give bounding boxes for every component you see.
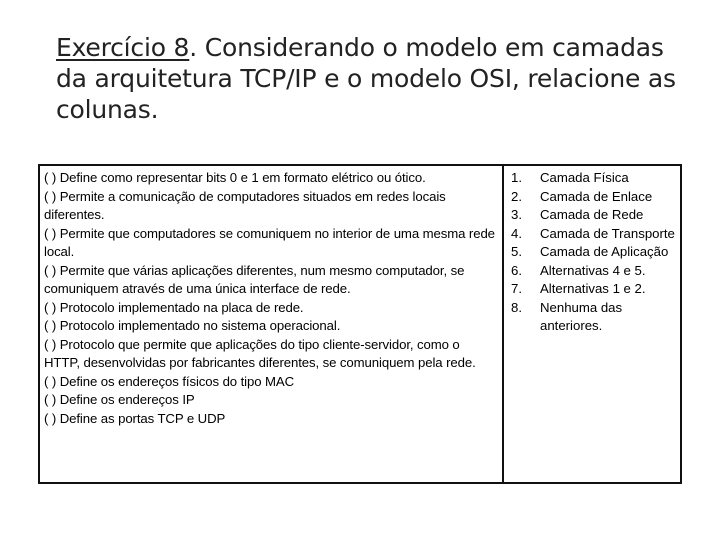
- statement-item[interactable]: ( ) Permite a comunicação de computadores situados em redes locais diferentes.: [44, 188, 446, 222]
- option-text: Nenhuma das anteriores.: [540, 299, 623, 333]
- statement-item[interactable]: ( ) Define como representar bits 0 e 1 em formato elétrico ou ótico.: [44, 170, 426, 185]
- statement-item[interactable]: ( ) Protocolo que permite que aplicações do tipo cliente-servidor, como o HTTP, desenvolvidas por fabricantes diferentes, se comuniquem pela rede.: [44, 336, 476, 370]
- option-number: 6.: [511, 262, 522, 278]
- option-number: 5.: [511, 244, 522, 259]
- option-number: 3.: [511, 207, 522, 222]
- statement-item[interactable]: ( ) Permite que várias aplicações diferentes, num mesmo computador, se comuniquem através de uma única interface de rede.: [44, 262, 465, 296]
- page-title: [56, 32, 696, 125]
- option-number: 7.: [511, 281, 522, 296]
- statement-item[interactable]: ( ) Protocolo implementado no sistema operacional.: [44, 318, 341, 333]
- exercise-instruction: . Considerando o modelo em camadas da arquitetura TCP/IP e o modelo OSI, relacione as colunas.: [56, 33, 676, 124]
- options-column: [506, 169, 680, 336]
- option-text: Alternativas 1 e 2.: [540, 281, 646, 296]
- option-text: Camada de Rede: [540, 207, 644, 222]
- statement-item[interactable]: ( ) Permite que computadores se comuniquem no interior de uma mesma rede local.: [44, 225, 495, 259]
- option-item: [506, 206, 680, 225]
- option-text: Camada de Enlace: [540, 188, 653, 204]
- statement-item[interactable]: ( ) Define os endereços físicos do tipo MAC: [44, 373, 295, 389]
- option-text: Alternativas 4 e 5.: [540, 262, 646, 278]
- option-number: 2.: [511, 188, 522, 204]
- option-text: Camada de Aplicação: [540, 244, 669, 259]
- option-item: [506, 262, 680, 281]
- statement-item[interactable]: ( ) Define as portas TCP e UDP: [44, 410, 226, 426]
- option-item: [506, 299, 680, 336]
- option-item: [506, 225, 680, 244]
- option-number: 8.: [511, 299, 522, 315]
- statement-item[interactable]: ( ) Protocolo implementado na placa de rede.: [44, 299, 304, 315]
- option-item: [506, 243, 680, 262]
- option-text: Camada Física: [540, 170, 629, 185]
- option-text: Camada de Transporte: [540, 225, 675, 241]
- option-number: 4.: [511, 225, 522, 241]
- option-item: [506, 188, 680, 207]
- statement-item[interactable]: ( ) Define os endereços IP: [44, 392, 195, 407]
- matching-table: [38, 164, 682, 484]
- option-item: [506, 280, 680, 299]
- option-item: [506, 169, 680, 188]
- statements-column: [44, 169, 496, 428]
- column-divider: [502, 166, 504, 482]
- exercise-label: Exercício 8: [56, 33, 190, 62]
- option-number: 1.: [511, 170, 522, 185]
